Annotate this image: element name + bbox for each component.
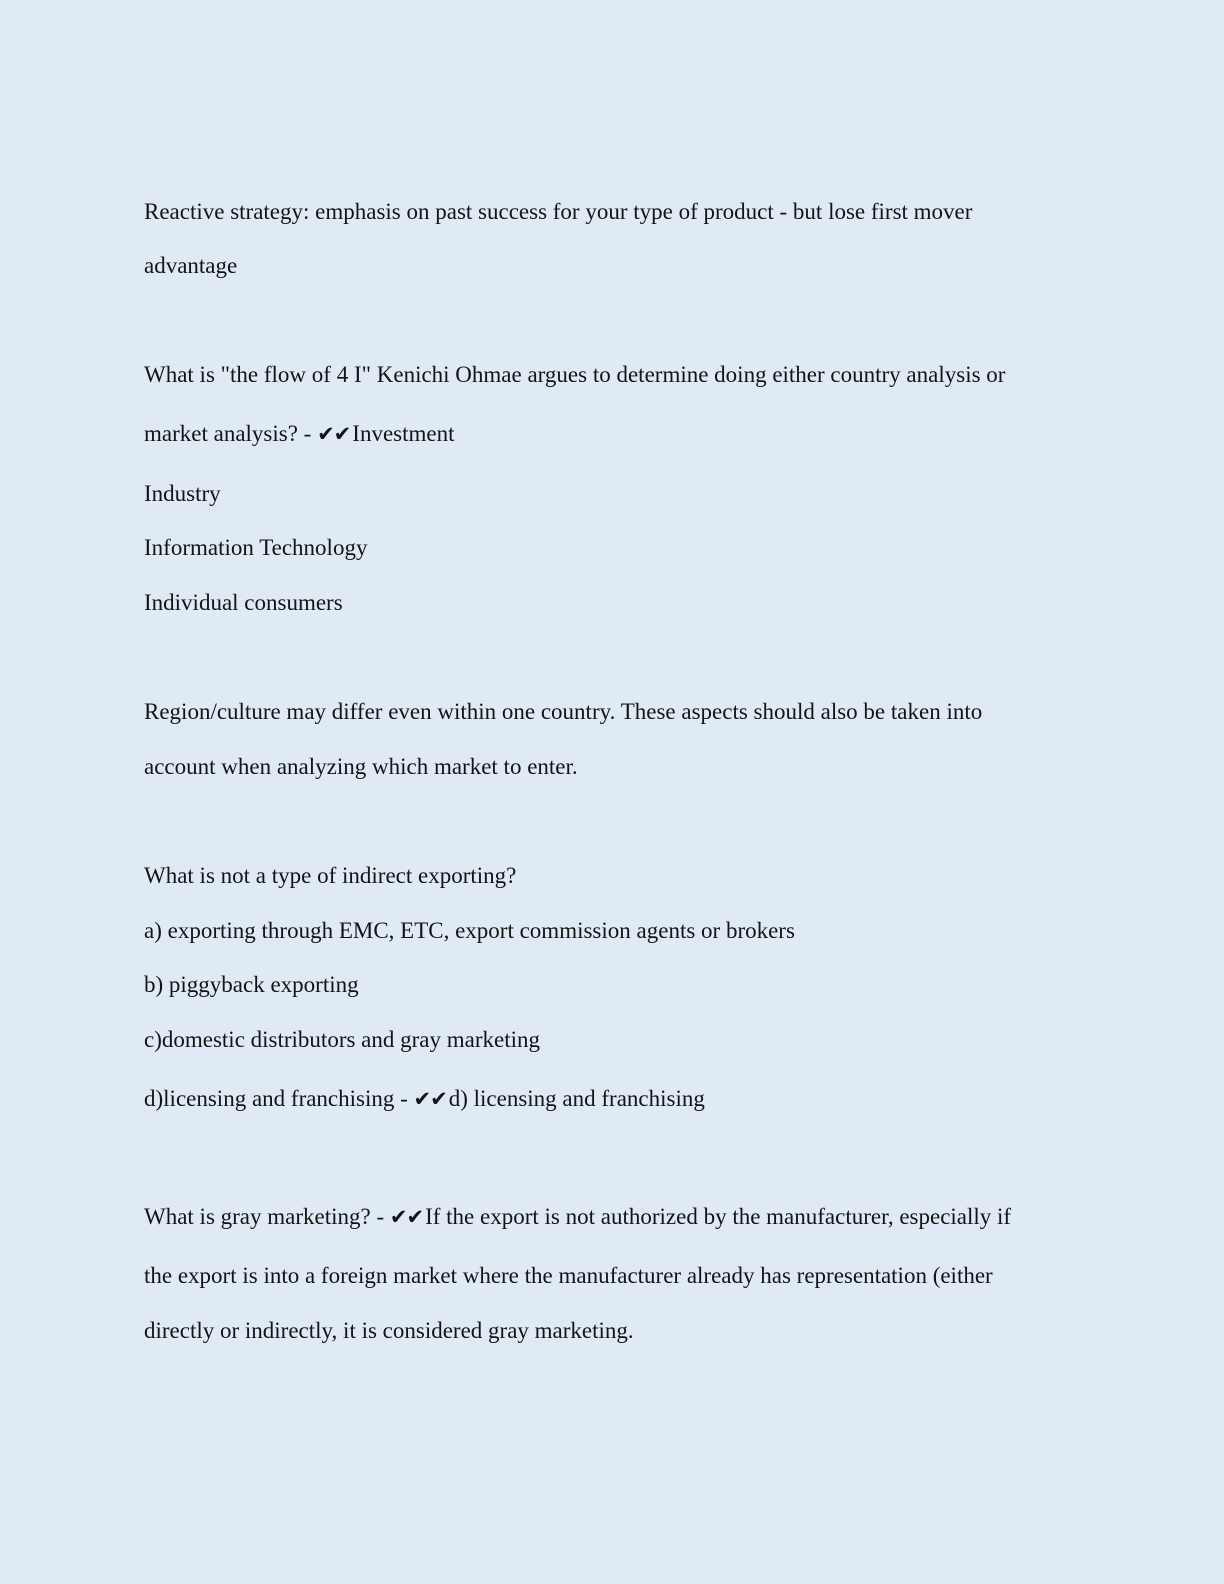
region-culture-line1: Region/culture may differ even within one country. These aspects should also be taken into <box>144 699 983 724</box>
text-line <box>144 480 221 508</box>
gray-marketing-question: What is gray marketing? - <box>144 1204 390 1229</box>
indirect-exporting-option-c: c)domestic distributors and gray marketing <box>144 1027 541 1052</box>
four-i-question-line1: What is "the flow of 4 I" Kenichi Ohmae argues to determine doing either country analysis or <box>144 362 1006 387</box>
text-line <box>144 361 1005 389</box>
text-line <box>144 534 367 562</box>
indirect-exporting-question: What is not a type of indirect exporting? <box>144 863 517 888</box>
four-i-answer-industry: Industry <box>144 481 221 506</box>
double-check-icon: ✔✔ <box>413 1087 447 1111</box>
double-check-icon: ✔✔ <box>317 422 351 446</box>
text-line <box>144 917 795 945</box>
four-i-answer-consumers: Individual consumers <box>144 590 343 615</box>
indirect-exporting-option-a: a) exporting through EMC, ETC, export commission agents or brokers <box>144 918 795 943</box>
gray-marketing-answer-line1: If the export is not authorized by the manufacturer, especially if <box>425 1204 1012 1229</box>
text-line <box>144 1085 705 1113</box>
text-line <box>144 698 982 726</box>
indirect-exporting-answer: d) licensing and franchising <box>448 1086 705 1111</box>
indirect-exporting-option-b: b) piggyback exporting <box>144 972 359 997</box>
text-line <box>144 1262 993 1290</box>
gray-marketing-answer-line2: the export is into a foreign market where the manufacturer already has representation (either <box>144 1263 993 1288</box>
text-line <box>144 753 578 781</box>
region-culture-line2: account when analyzing which market to enter. <box>144 754 578 779</box>
four-i-answer-investment: Investment <box>352 421 455 446</box>
gray-marketing-answer-line3: directly or indirectly, it is considered gray marketing. <box>144 1318 634 1343</box>
four-i-question-line2: market analysis? - <box>144 421 318 446</box>
double-check-icon: ✔✔ <box>389 1205 424 1229</box>
text-line <box>144 971 359 999</box>
reactive-strategy-line1: Reactive strategy: emphasis on past success for your type of product - but lose first mover <box>144 199 973 224</box>
indirect-exporting-option-d: d)licensing and franchising - <box>144 1086 414 1111</box>
text-line <box>144 252 237 280</box>
text-line <box>144 862 516 890</box>
text-line <box>144 1026 540 1054</box>
text-line <box>144 420 454 448</box>
text-line <box>144 198 972 226</box>
text-line <box>144 1317 634 1345</box>
text-line <box>144 589 343 617</box>
reactive-strategy-line2: advantage <box>144 253 238 278</box>
text-line <box>144 1203 1011 1231</box>
four-i-answer-it: Information Technology <box>144 535 368 560</box>
